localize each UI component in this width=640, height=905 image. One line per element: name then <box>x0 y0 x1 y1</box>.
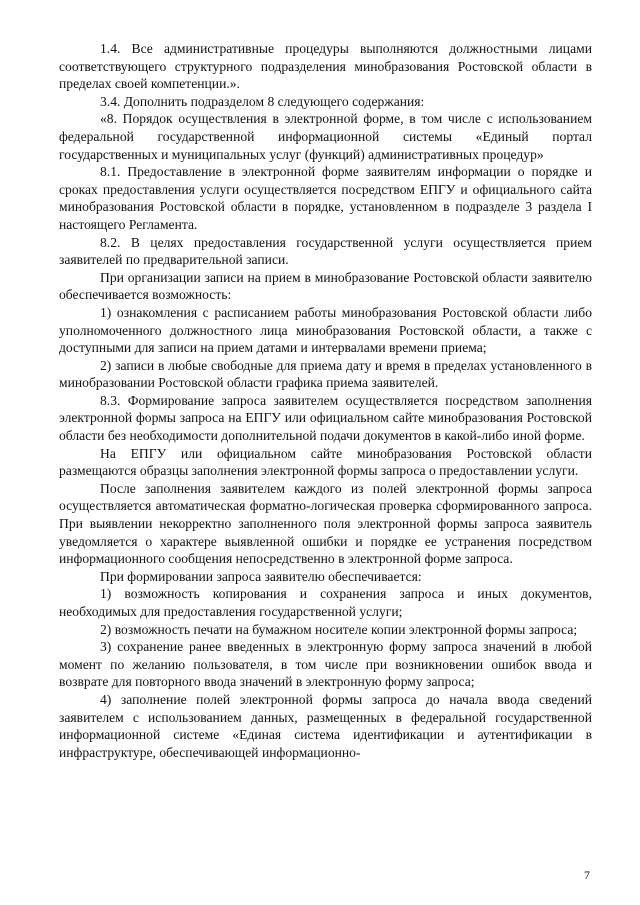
list-item-copy-save: 1) возможность копирования и сохранения запроса и иных документов, необходимых для предоставления государственной услуги; <box>59 586 592 619</box>
document-body <box>59 40 592 761</box>
list-item-save-values: 3) сохранение ранее введенных в электронную форму запроса значений в любой момент по желанию пользователя, в том числе при возникновении ошибок ввода и возврате для повторного ввода значений в электронную форму запроса; <box>59 639 592 690</box>
paragraph-8-1: 8.1. Предоставление в электронной форме заявителям информации о порядке и сроках предоставления услуги осуществляется посредством ЕПГУ и официального сайта минобразования Ростовской области в порядке, установленном в подразделе 3 раздела I настоящего Регламента. <box>59 164 592 232</box>
list-item-print: 2) возможность печати на бумажном носителе копии электронной формы запроса; <box>100 621 578 637</box>
paragraph-3-4: 3.4. Дополнить подразделом 8 следующего содержания: <box>100 93 425 109</box>
paragraph-8-2: 8.2. В целях предоставления государственной услуги осуществляется прием заявителей по предварительной записи. <box>59 234 592 268</box>
paragraph-form-validation: После заполнения заявителем каждого из полей электронной формы запроса осуществляется автоматическая форматно-логическая проверка сформированного запроса. При выявлении некорректно заполненного поля электронной формы запроса заявитель уведомляется о характере выявленной ошибки и порядке ее устранения посредством информационного сообщения непосредственно в электронной форме запроса. <box>59 480 592 567</box>
list-item-schedule: 1) ознакомления с расписанием работы минобразования Ростовской области либо уполномоченного должностного лица минобразования Ростовской области, а также с доступными для записи на прием датами и интервалами времени приема; <box>59 304 592 356</box>
page-number: 7 <box>584 868 590 882</box>
list-item-booking: 2) записи в любые свободные для приема дату и время в пределах установленного в минобразовании Ростовской области графика приема заявителей. <box>59 357 592 391</box>
paragraph-form-samples: На ЕПГУ или официальном сайте минобразования Ростовской области размещаются образцы заполнения электронной формы запроса о предоставлении услуги. <box>59 445 592 479</box>
paragraph-1-4: 1.4. Все административные процедуры выполняются должностными лицами соответствующего структурного подразделения минобразования Ростовской области в пределах своей компетенции.». <box>59 41 592 92</box>
section-8-heading: «8. Порядок осуществления в электронной форме, в том числе с использованием федеральной государственной информационной системы «Единый портал государственных и муниципальных услуг (функций) административных процедур» <box>59 111 592 162</box>
paragraph-8-3: 8.3. Формирование запроса заявителем осуществляется посредством заполнения электронной формы запроса на ЕПГУ или официальном сайте минобразования Ростовской области без необходимости дополнительной подачи документов в какой-либо иной форме. <box>59 392 592 444</box>
paragraph-form-provisions-intro: При формировании запроса заявителю обеспечивается: <box>100 568 422 584</box>
paragraph-appointment-intro: При организации записи на прием в минобразование Ростовской области заявителю обеспечивается возможность: <box>59 269 592 303</box>
list-item-autofill: 4) заполнение полей электронной формы запроса до начала ввода сведений заявителем с использованием данных, размещенных в федеральной государственной информационной системе «Единая система идентификации и аутентификации в инфраструктуре, обеспечивающей информационно- <box>59 691 592 760</box>
